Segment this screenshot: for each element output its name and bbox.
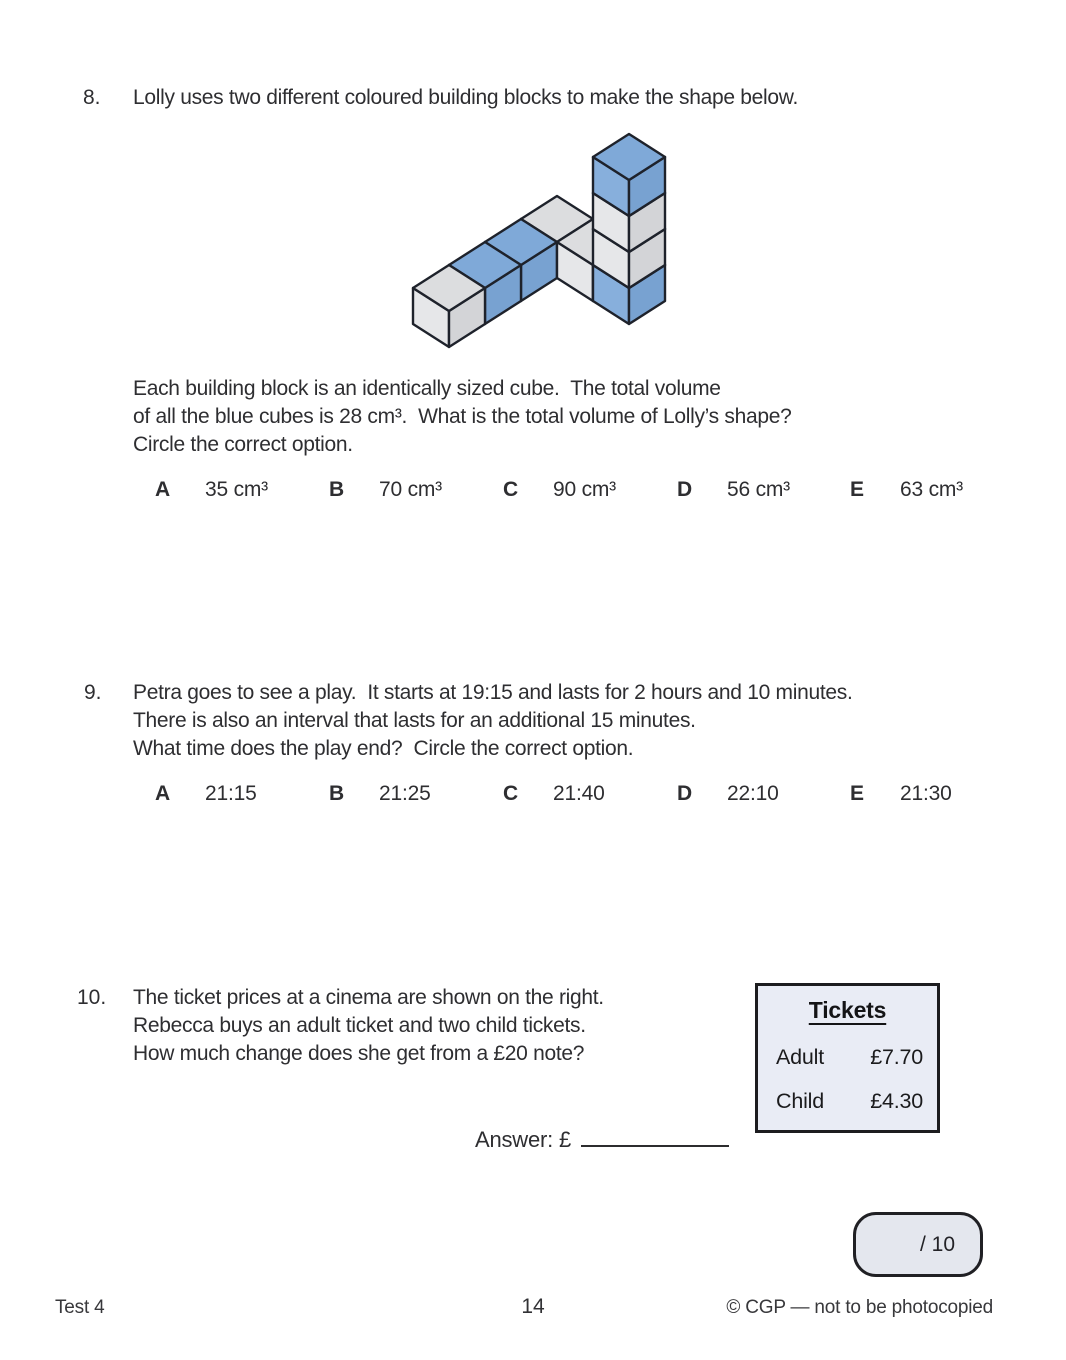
q9-number: 9. xyxy=(84,681,102,704)
q9-body-line: What time does the play end? Circle the correct option. xyxy=(133,737,634,760)
ticket-row-child xyxy=(776,1089,923,1114)
footer-page-number: 14 xyxy=(521,1295,545,1318)
q8-option-c xyxy=(500,477,616,503)
q9-option-d xyxy=(674,781,779,807)
ticket-row-adult xyxy=(776,1045,923,1070)
ticket-label: Child xyxy=(776,1089,824,1113)
q10-body-line: Rebecca buys an adult ticket and two child tickets. xyxy=(133,1014,586,1037)
q8-option-d xyxy=(674,477,790,503)
option-letter: D xyxy=(677,782,692,805)
q10-body-line: The ticket prices at a cinema are shown on the right. xyxy=(133,986,604,1009)
q8-prompt: Lolly uses two different coloured building blocks to make the shape below. xyxy=(133,86,798,109)
ticket-label: Adult xyxy=(776,1045,825,1069)
answer-blank xyxy=(581,1124,729,1147)
q9-option-c xyxy=(500,781,605,807)
q8-body-line: Circle the correct option. xyxy=(133,433,353,456)
option-letter: B xyxy=(329,782,344,805)
q8-option-b xyxy=(326,477,442,503)
option-letter: E xyxy=(850,478,864,501)
score-box xyxy=(853,1212,983,1277)
option-letter: D xyxy=(677,478,692,501)
q9-body xyxy=(133,679,852,763)
option-value: 90 cm³ xyxy=(553,478,616,501)
option-letter: A xyxy=(155,782,170,805)
footer-copyright: © CGP — not to be photocopied xyxy=(726,1297,993,1318)
option-value: 56 cm³ xyxy=(727,478,790,501)
option-letter: E xyxy=(850,782,864,805)
option-value: 22:10 xyxy=(727,782,779,805)
option-value: 21:15 xyxy=(205,782,257,805)
footer-test-label: Test 4 xyxy=(55,1297,105,1318)
q10-body xyxy=(133,984,604,1068)
q9-body-line: There is also an interval that lasts for an additional 15 minutes. xyxy=(133,709,696,732)
score-label: / 10 xyxy=(919,1232,955,1256)
q10-body-line: How much change does she get from a £20 note? xyxy=(133,1042,585,1065)
answer-line xyxy=(475,1124,729,1153)
q8-body-line: Each building block is an identically sized cube. The total volume xyxy=(133,377,721,400)
option-value: 21:40 xyxy=(553,782,605,805)
option-value: 70 cm³ xyxy=(379,478,442,501)
option-value: 21:30 xyxy=(900,782,952,805)
option-letter: A xyxy=(155,478,170,501)
q8-body xyxy=(133,375,792,459)
ticket-price: £4.30 xyxy=(870,1089,923,1113)
q9-option-b xyxy=(326,781,431,807)
option-letter: B xyxy=(329,478,344,501)
ticket-price: £7.70 xyxy=(870,1045,923,1069)
q9-body-line: Petra goes to see a play. It starts at 19:15 and lasts for 2 hours and 10 minutes. xyxy=(133,681,853,704)
answer-label: Answer: £ xyxy=(475,1127,572,1152)
q8-option-a xyxy=(152,477,268,503)
option-value: 35 cm³ xyxy=(205,478,268,501)
tickets-price-box xyxy=(755,983,940,1133)
q9-option-e xyxy=(847,781,952,807)
q8-body-line: of all the blue cubes is 28 cm³. What is the total volume of Lolly’s shape? xyxy=(133,405,792,428)
q9-option-a xyxy=(152,781,257,807)
q8-number: 8. xyxy=(83,86,101,109)
tickets-title: Tickets xyxy=(808,997,887,1023)
q8-option-e xyxy=(847,477,963,503)
option-value: 63 cm³ xyxy=(900,478,963,501)
q10-number: 10. xyxy=(77,986,107,1009)
option-letter: C xyxy=(503,782,518,805)
option-value: 21:25 xyxy=(379,782,431,805)
option-letter: C xyxy=(503,478,518,501)
building-blocks-figure xyxy=(395,120,685,360)
